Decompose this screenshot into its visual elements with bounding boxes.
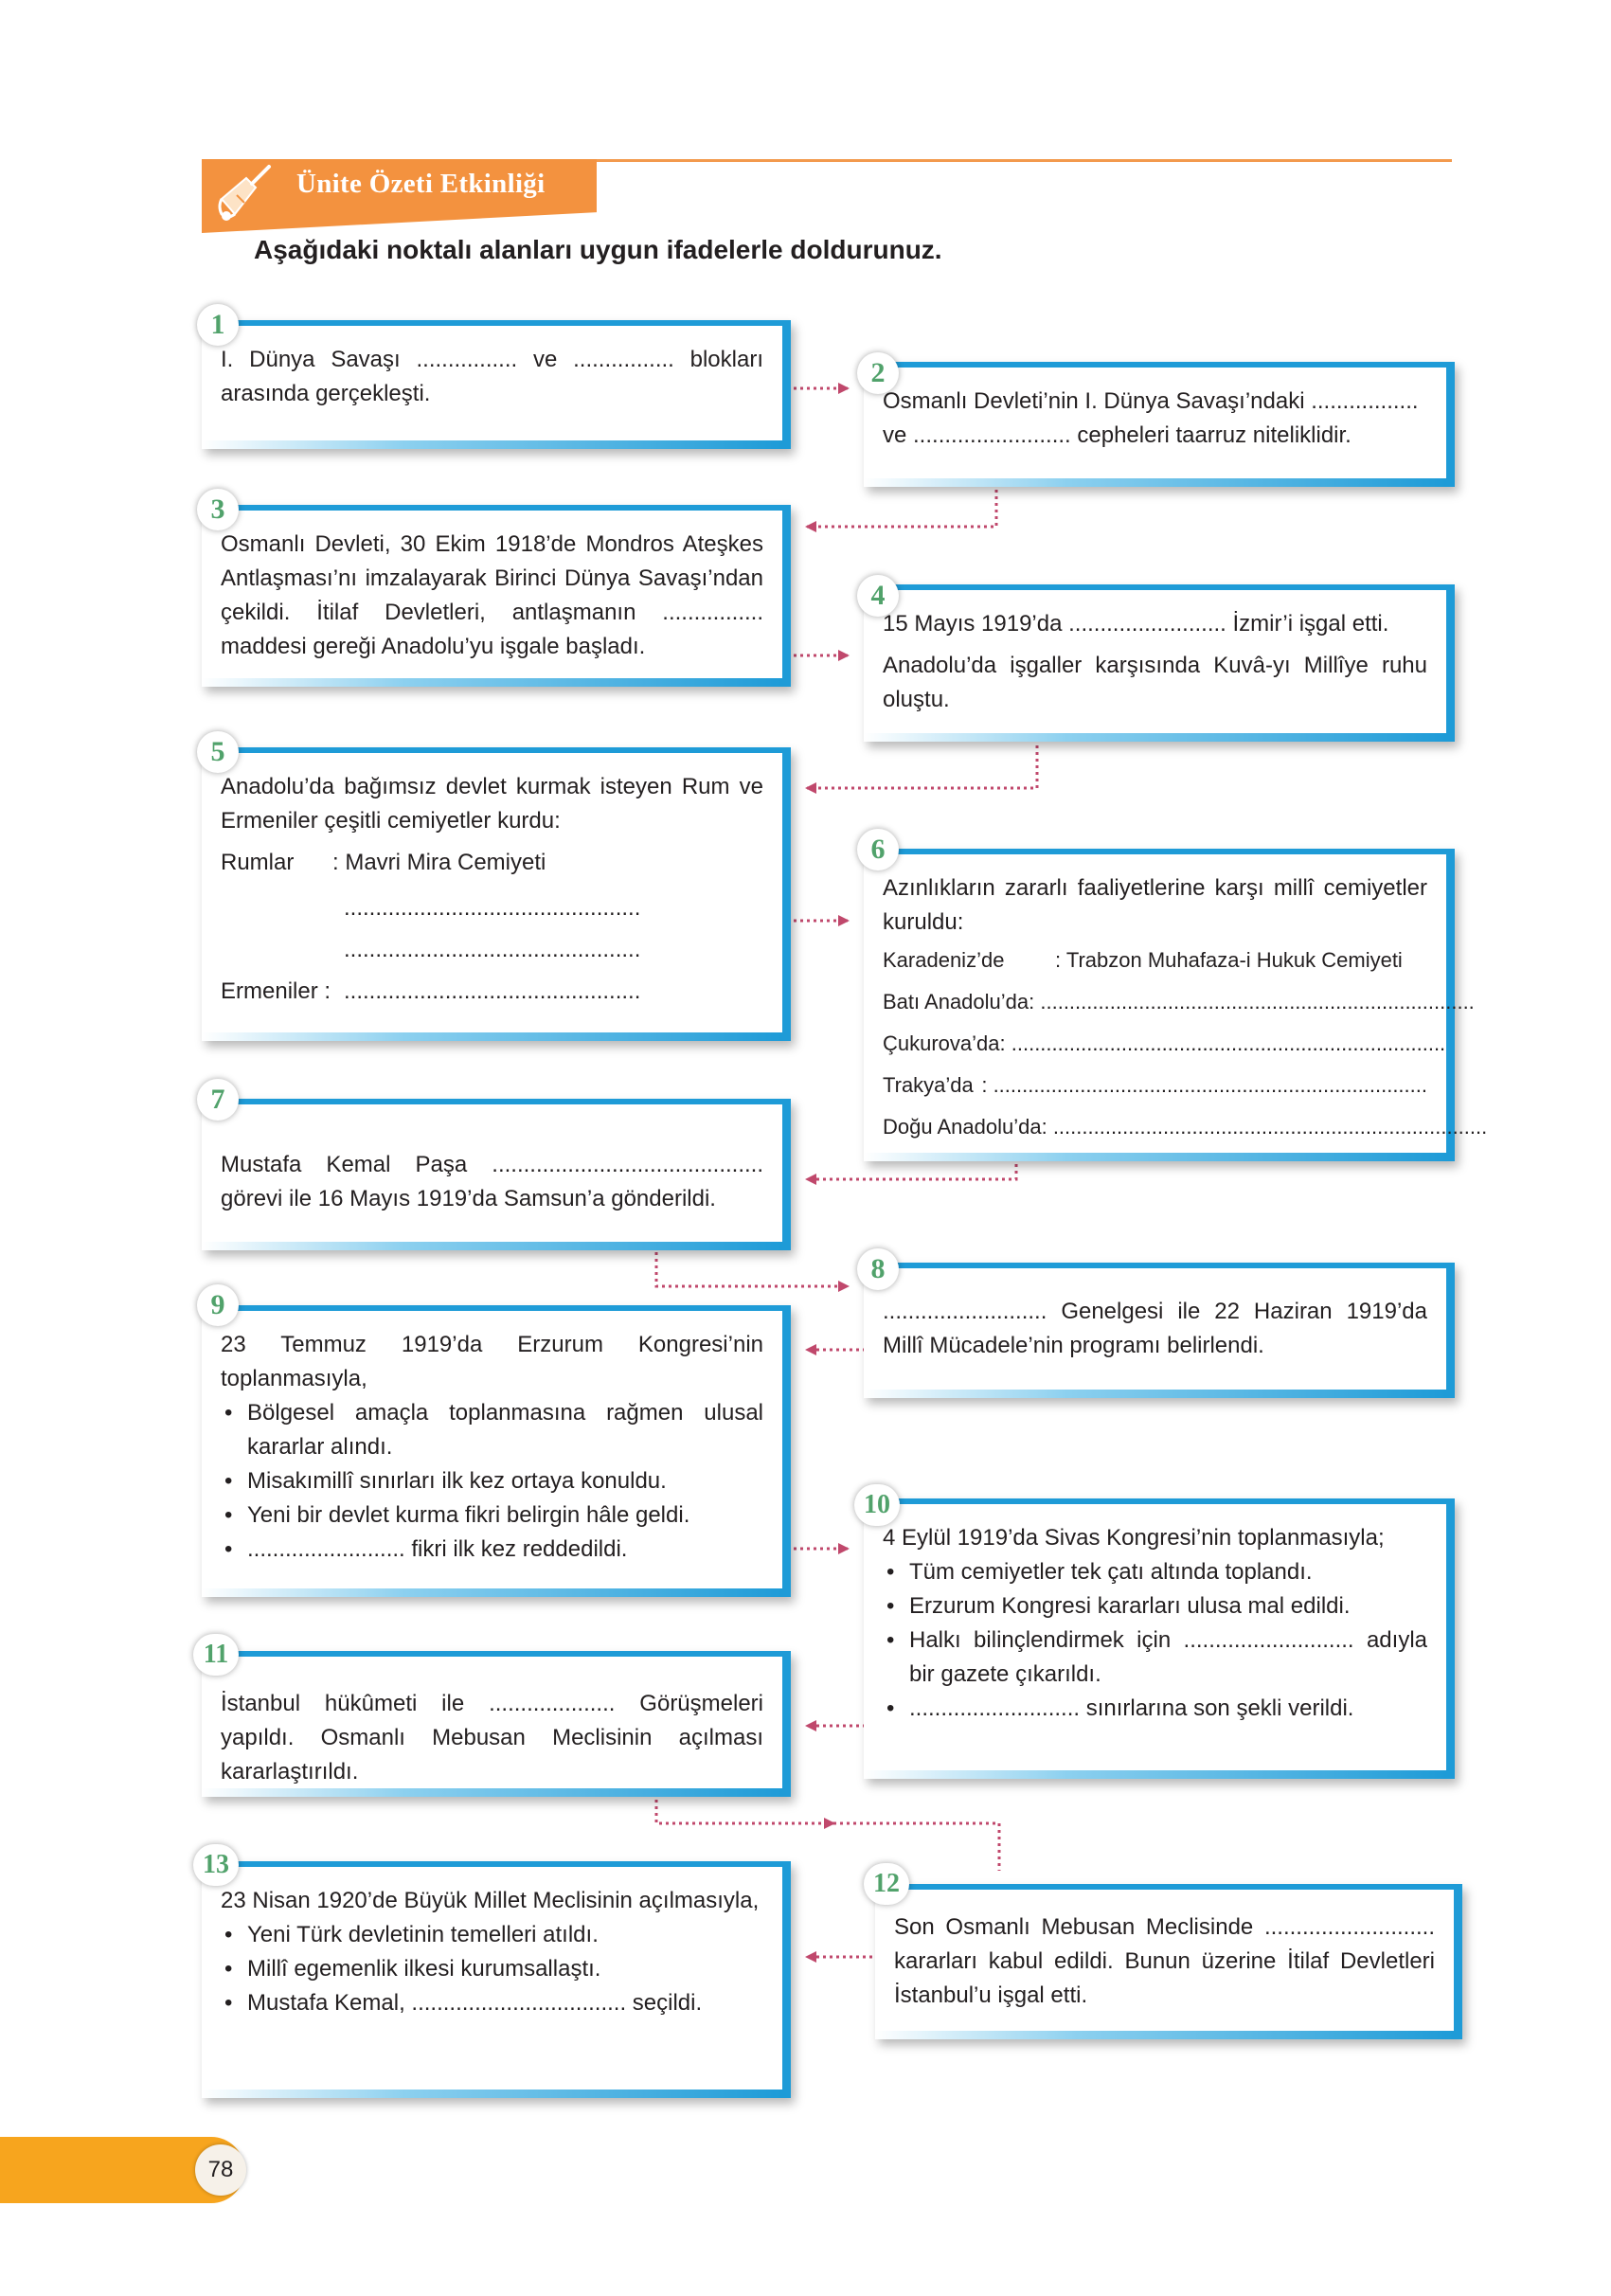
summary-box-11 [202, 1651, 791, 1797]
box-2-line-2: ve ......................... cepheleri taarruz niteliklidir. [883, 422, 1351, 448]
box-10-list [883, 1555, 1427, 1726]
summary-box-5 [202, 747, 791, 1041]
box-5-rumlar-row [221, 846, 763, 880]
box-3-text: Osmanlı Devleti, 30 Ekim 1918’de Mondros Ateşkes Antlaşması’nı imzalayarak Birinci Dünya Savaşı’ndan çekildi. İtilaf Devletleri, antlaşmanın ................ maddesi gereği Anadolu’yu işgale başladı. [221, 531, 763, 659]
box-11-text: İstanbul hükûmeti ile .................... Görüşmeleri yapıldı. Osmanlı Mebusan Meclisinin açılması kararlaştırıldı. [221, 1691, 763, 1785]
box-6-row-label: Doğu Anadolu’da [883, 1115, 1042, 1139]
box-9-item: • ......................... fikri ilk kez reddedildi. [221, 1533, 763, 1567]
arrow-2-3 [807, 483, 996, 527]
badge-11: 11 [193, 1634, 239, 1676]
box-5-blank-1-row [221, 891, 763, 925]
arrow-4-5 [807, 739, 1037, 788]
box-6-row [883, 1023, 1446, 1065]
badge-10: 10 [854, 1484, 900, 1526]
box-5-ermeniler-row [221, 975, 763, 1009]
box-10-intro: 4 Eylül 1919’da Sivas Kongresi’nin toplanmasıyla; [883, 1525, 1385, 1551]
box-6-row-label: Karadeniz’de [883, 948, 1005, 972]
box-5-ermeniler-label: Ermeniler : [221, 978, 331, 1004]
box-5-rumlar-value: : Mavri Mira Cemiyeti [332, 850, 546, 875]
badge-12: 12 [864, 1863, 909, 1905]
box-10-item: • Tüm cemiyetler tek çatı altında toplandı. [883, 1555, 1427, 1589]
box-4-line-1: 15 Mayıs 1919’da ......................... İzmir’i işgal etti. [883, 611, 1389, 637]
badge-3: 3 [197, 489, 239, 530]
box-6-row-value: : ........................................................................... [1041, 1115, 1488, 1139]
box-8-text: .......................... Genelgesi ile 22 Haziran 1919’da Millî Mücadele’nin programı belirlendi. [883, 1299, 1427, 1358]
box-13-item: • Mustafa Kemal, .................................. seçildi. [221, 1986, 763, 2020]
summary-box-6 [864, 849, 1488, 1161]
badge-2: 2 [857, 352, 899, 394]
summary-box-4 [864, 584, 1455, 742]
summary-box-12 [875, 1884, 1462, 2039]
box-6-row-value: : ........................................................................... [1029, 990, 1475, 1013]
box-6-row-label: Trakya’da [883, 1073, 974, 1097]
box-9-list [221, 1396, 763, 1567]
box-6-intro: Azınlıkların zararlı faaliyetlerine karşı millî cemiyetler kuruldu: [883, 875, 1427, 935]
box-5-blank-1: ............................................... [344, 895, 641, 921]
box-5-ermeniler-value: ............................................... [344, 978, 641, 1004]
box-6-row-value: : ........................................................................... [999, 1031, 1446, 1055]
box-13-item: • Yeni Türk devletinin temelleri atıldı. [221, 1918, 763, 1952]
badge-4: 4 [857, 575, 899, 617]
box-2-line-1: Osmanlı Devleti’nin I. Dünya Savaşı’ndaki ................. [883, 388, 1419, 414]
summary-box-3 [202, 505, 791, 687]
box-6-row-value: : Trabzon Muhafaza-i Hukuk Cemiyeti [1055, 948, 1403, 972]
box-6-row [883, 940, 1427, 981]
badge-7: 7 [197, 1079, 239, 1121]
arrow-7-8 [656, 1252, 848, 1286]
badge-1: 1 [197, 304, 239, 346]
summary-box-13 [202, 1861, 791, 2098]
box-5-blank-2-row [221, 933, 763, 967]
summary-box-10 [864, 1498, 1455, 1779]
box-13-list [221, 1918, 763, 2020]
summary-box-8 [864, 1263, 1455, 1398]
bell-icon [208, 161, 284, 237]
box-6-row [883, 1106, 1488, 1148]
badge-9: 9 [197, 1284, 239, 1326]
box-6-row-value: : ........................................................................... [981, 1073, 1427, 1097]
box-7-text: Mustafa Kemal Paşa ........................................... görevi ile 16 Mayıs 1919’da Samsun’a gönderildi. [221, 1152, 763, 1211]
box-9-item: • Bölgesel amaçla toplanmasına rağmen ulusal kararlar alındı. [221, 1396, 763, 1464]
box-10-item: • Erzurum Kongresi kararları ulusa mal edildi. [883, 1589, 1427, 1623]
box-6-row-label: Çukurova’da [883, 1031, 1000, 1055]
box-4-line-2: Anadolu’da işgaller karşısında Kuvâ-yı Millîye ruhu oluştu. [883, 653, 1427, 712]
summary-box-9 [202, 1305, 791, 1597]
badge-6: 6 [857, 829, 899, 870]
box-10-item: • Halkı bilinçlendirmek için ........................... adıyla bir gazete çıkarıldı. [883, 1623, 1427, 1692]
box-12-text: Son Osmanlı Mebusan Meclisinde ........................... kararları kabul edildi. Bunun üzerine İtilaf Devletleri İstanbul’u işgal etti. [894, 1914, 1435, 2008]
summary-box-2 [864, 362, 1455, 487]
box-6-row [883, 981, 1475, 1023]
box-6-row-label: Batı Anadolu’da [883, 990, 1029, 1013]
box-9-intro: 23 Temmuz 1919’da Erzurum Kongresi’nin toplanmasıyla, [221, 1332, 763, 1391]
box-13-item: • Millî egemenlik ilkesi kurumsallaştı. [221, 1952, 763, 1986]
header-title: Ünite Özeti Etkinliği [296, 169, 546, 199]
box-9-item: • Misakımillî sınırları ilk kez ortaya konuldu. [221, 1464, 763, 1498]
badge-5: 5 [197, 731, 239, 773]
arrow-11-12-a [656, 1800, 833, 1823]
box-5-intro: Anadolu’da bağımsız devlet kurmak isteyen Rum ve Ermeniler çeşitli cemiyetler kurdu: [221, 774, 763, 834]
summary-box-7 [202, 1099, 791, 1250]
instruction-text: Aşağıdaki noktalı alanları uygun ifadelerle doldurunuz. [254, 235, 942, 264]
page-number: 78 [195, 2144, 246, 2196]
box-5-rumlar-label: Rumlar [221, 850, 295, 875]
box-5-blank-2: ............................................... [344, 937, 641, 962]
box-6-rows [883, 940, 1488, 1148]
box-13-intro: 23 Nisan 1920’de Büyük Millet Meclisinin açılmasıyla, [221, 1888, 760, 1913]
badge-13: 13 [193, 1844, 239, 1886]
box-1-text: I. Dünya Savaşı ................ ve ................ blokları arasında gerçekleşti. [221, 347, 763, 406]
box-10-item: • ........................... sınırlarına son şekli verildi. [883, 1692, 1427, 1726]
badge-8: 8 [857, 1248, 899, 1290]
arrow-11-12-b [833, 1823, 999, 1871]
box-6-row [883, 1065, 1427, 1106]
box-9-item: • Yeni bir devlet kurma fikri belirgin hâle geldi. [221, 1498, 763, 1533]
summary-box-1 [202, 320, 791, 449]
